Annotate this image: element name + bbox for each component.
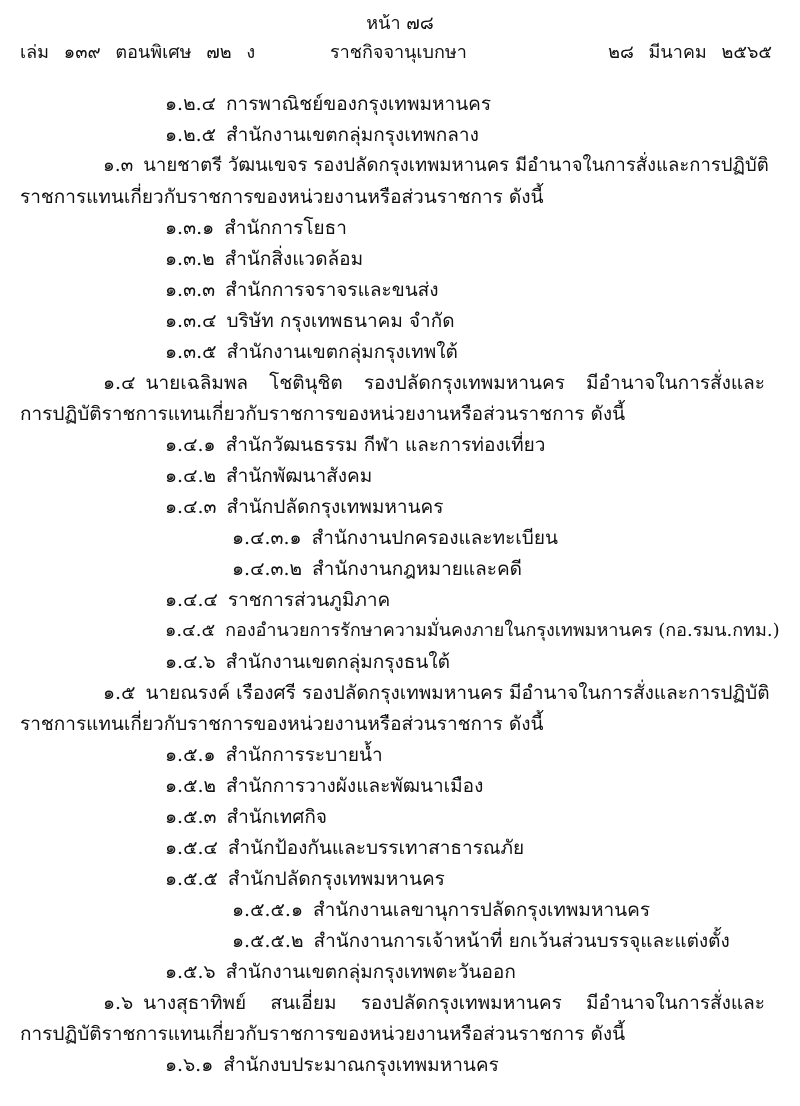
list-item bbox=[165, 492, 443, 522]
item-number: ๑.๓.๕ bbox=[165, 341, 217, 363]
item-number: ๑.๓.๑ bbox=[165, 217, 215, 239]
item-number: ๑.๔.๕ bbox=[165, 620, 216, 641]
item-text: สำนักการระบายน้ำ bbox=[225, 744, 383, 766]
item-number: ๑.๓.๔ bbox=[165, 310, 217, 332]
section-text: นายณรงค์ เรืองศรี รองปลัดกรุงเทพมหานคร มีอำนาจในการสั่งและการปฏิบัติ bbox=[145, 682, 770, 704]
item-number: ๑.๒.๔ bbox=[165, 93, 217, 115]
sub-list-item bbox=[232, 554, 522, 584]
item-number: ๑.๕.๔ bbox=[165, 837, 218, 859]
page-number: หน้า ๗๘ bbox=[366, 13, 434, 34]
item-text: สำนักป้องกันและบรรเทาสาธารณภัย bbox=[227, 837, 525, 859]
section-number: ๑.๓ bbox=[103, 155, 134, 176]
list-item bbox=[165, 244, 363, 274]
item-number: ๑.๔.๔ bbox=[165, 589, 218, 611]
item-text: สำนักงานเขตกลุ่มกรุงเทพใต้ bbox=[226, 341, 458, 363]
item-text: สำนักเทศกิจ bbox=[226, 806, 327, 828]
list-item bbox=[165, 833, 524, 863]
item-text: กองอำนวยการรักษาความมั่นคงภายในกรุงเทพมหานคร (กอ.รมน.กทม.) bbox=[225, 620, 780, 641]
list-item bbox=[165, 616, 780, 646]
section-continuation: การปฏิบัติราชการแทนเกี่ยวกับราชการของหน่วยงานหรือส่วนราชการ ดังนี้ bbox=[20, 1023, 626, 1045]
section-text: นางสุธาทิพย์ สนเอี่ยม รองปลัดกรุงเทพมหานคร มีอำนาจในการสั่งและ bbox=[143, 992, 765, 1014]
item-number: ๑.๓.๓ bbox=[165, 279, 216, 301]
item-text: สำนักการโยธา bbox=[224, 217, 347, 239]
section-heading bbox=[103, 368, 765, 398]
gazette-title: ราชกิจจานุเบกษา bbox=[330, 42, 467, 63]
item-number: ๑.๔.๓.๒ bbox=[232, 558, 303, 580]
list-item bbox=[165, 802, 327, 832]
section-continuation: ราชการแทนเกี่ยวกับราชการของหน่วยงานหรือส่วนราชการ ดังนี้ bbox=[20, 186, 544, 208]
list-item bbox=[165, 306, 455, 336]
sub-list-item bbox=[232, 523, 558, 553]
item-number: ๑.๔.๓.๑ bbox=[232, 527, 302, 549]
item-number: ๑.๔.๑ bbox=[165, 434, 216, 456]
volume-issue: เล่ม ๑๓๙ ตอนพิเศษ ๗๒ ง bbox=[20, 42, 256, 63]
item-text: ราชการส่วนภูมิภาค bbox=[227, 589, 391, 611]
item-number: ๑.๖.๑ bbox=[165, 1054, 214, 1076]
item-text: สำนักการจราจรและขนส่ง bbox=[225, 279, 439, 301]
list-item bbox=[165, 120, 479, 150]
section-heading bbox=[103, 151, 769, 181]
item-number: ๑.๔.๓ bbox=[165, 496, 217, 518]
item-text: สำนักงานเขตกลุ่มกรุงเทพตะวันออก bbox=[225, 961, 516, 983]
list-item bbox=[165, 275, 439, 305]
item-text: สำนักปลัดกรุงเทพมหานคร bbox=[227, 868, 445, 890]
section-text: นายชาตรี วัฒนเขจร รองปลัดกรุงเทพมหานคร มีอำนาจในการสั่งและการปฏิบัติ bbox=[143, 155, 769, 176]
item-number: ๑.๕.๕.๑ bbox=[232, 899, 303, 921]
item-text: สำนักงานปกครองและทะเบียน bbox=[311, 527, 558, 549]
section-number: ๑.๔ bbox=[103, 372, 136, 394]
item-number: ๑.๔.๖ bbox=[165, 651, 216, 673]
item-text: สำนักสิ่งแวดล้อม bbox=[224, 248, 364, 270]
item-text: บริษัท กรุงเทพธนาคม จำกัด bbox=[226, 310, 455, 332]
list-item bbox=[165, 864, 445, 894]
item-text: สำนักงานการเจ้าหน้าที่ ยกเว้นส่วนบรรจุและแต่งตั้ง bbox=[313, 930, 730, 952]
item-number: ๑.๕.๕ bbox=[165, 868, 218, 890]
item-text: สำนักการวางผังและพัฒนาเมือง bbox=[226, 775, 484, 797]
item-number: ๑.๕.๖ bbox=[165, 961, 216, 983]
list-item bbox=[165, 337, 458, 367]
list-item bbox=[165, 1050, 499, 1080]
list-item bbox=[165, 89, 491, 119]
publication-date: ๒๘ มีนาคม ๒๕๖๕ bbox=[608, 42, 772, 63]
item-number: ๑.๕.๑ bbox=[165, 744, 216, 766]
list-item bbox=[165, 585, 390, 615]
section-text: นายเฉลิมพล โชตินุชิต รองปลัดกรุงเทพมหานคร มีอำนาจในการสั่งและ bbox=[145, 372, 765, 394]
item-text: สำนักวัฒนธรรม กีฬา และการท่องเที่ยว bbox=[225, 434, 546, 456]
list-item bbox=[165, 771, 483, 801]
item-text: การพาณิชย์ของกรุงเทพมหานคร bbox=[226, 93, 492, 115]
section-number: ๑.๖ bbox=[103, 992, 134, 1014]
section-number: ๑.๕ bbox=[103, 682, 136, 704]
section-continuation: ราชการแทนเกี่ยวกับราชการของหน่วยงานหรือส่วนราชการ ดังนี้ bbox=[20, 713, 544, 735]
item-text: สำนักงานเลขานุการปลัดกรุงเทพมหานคร bbox=[313, 899, 651, 921]
list-item bbox=[165, 461, 372, 491]
list-item bbox=[165, 647, 450, 677]
list-item bbox=[165, 430, 545, 460]
item-text: สำนักงบประมาณกรุงเทพมหานคร bbox=[223, 1054, 499, 1076]
item-number: ๑.๕.๕.๒ bbox=[232, 930, 304, 952]
item-text: สำนักงานเขตกลุ่มกรุงธนใต้ bbox=[225, 651, 450, 673]
item-text: สำนักพัฒนาสังคม bbox=[226, 465, 373, 487]
item-number: ๑.๓.๒ bbox=[165, 248, 215, 270]
item-text: สำนักงานกฎหมายและคดี bbox=[312, 558, 523, 580]
section-continuation: การปฏิบัติราชการแทนเกี่ยวกับราชการของหน่วยงานหรือส่วนราชการ ดังนี้ bbox=[20, 403, 626, 425]
item-number: ๑.๒.๕ bbox=[165, 124, 217, 146]
item-text: สำนักปลัดกรุงเทพมหานคร bbox=[226, 496, 444, 518]
list-item bbox=[165, 957, 516, 987]
list-item bbox=[165, 213, 347, 243]
item-number: ๑.๔.๒ bbox=[165, 465, 217, 487]
item-text: สำนักงานเขตกลุ่มกรุงเทพกลาง bbox=[226, 124, 479, 146]
list-item bbox=[165, 740, 383, 770]
item-number: ๑.๕.๓ bbox=[165, 806, 217, 828]
sub-list-item bbox=[232, 926, 730, 956]
section-heading bbox=[103, 678, 770, 708]
item-number: ๑.๕.๒ bbox=[165, 775, 217, 797]
section-heading bbox=[103, 988, 765, 1018]
sub-list-item bbox=[232, 895, 650, 925]
